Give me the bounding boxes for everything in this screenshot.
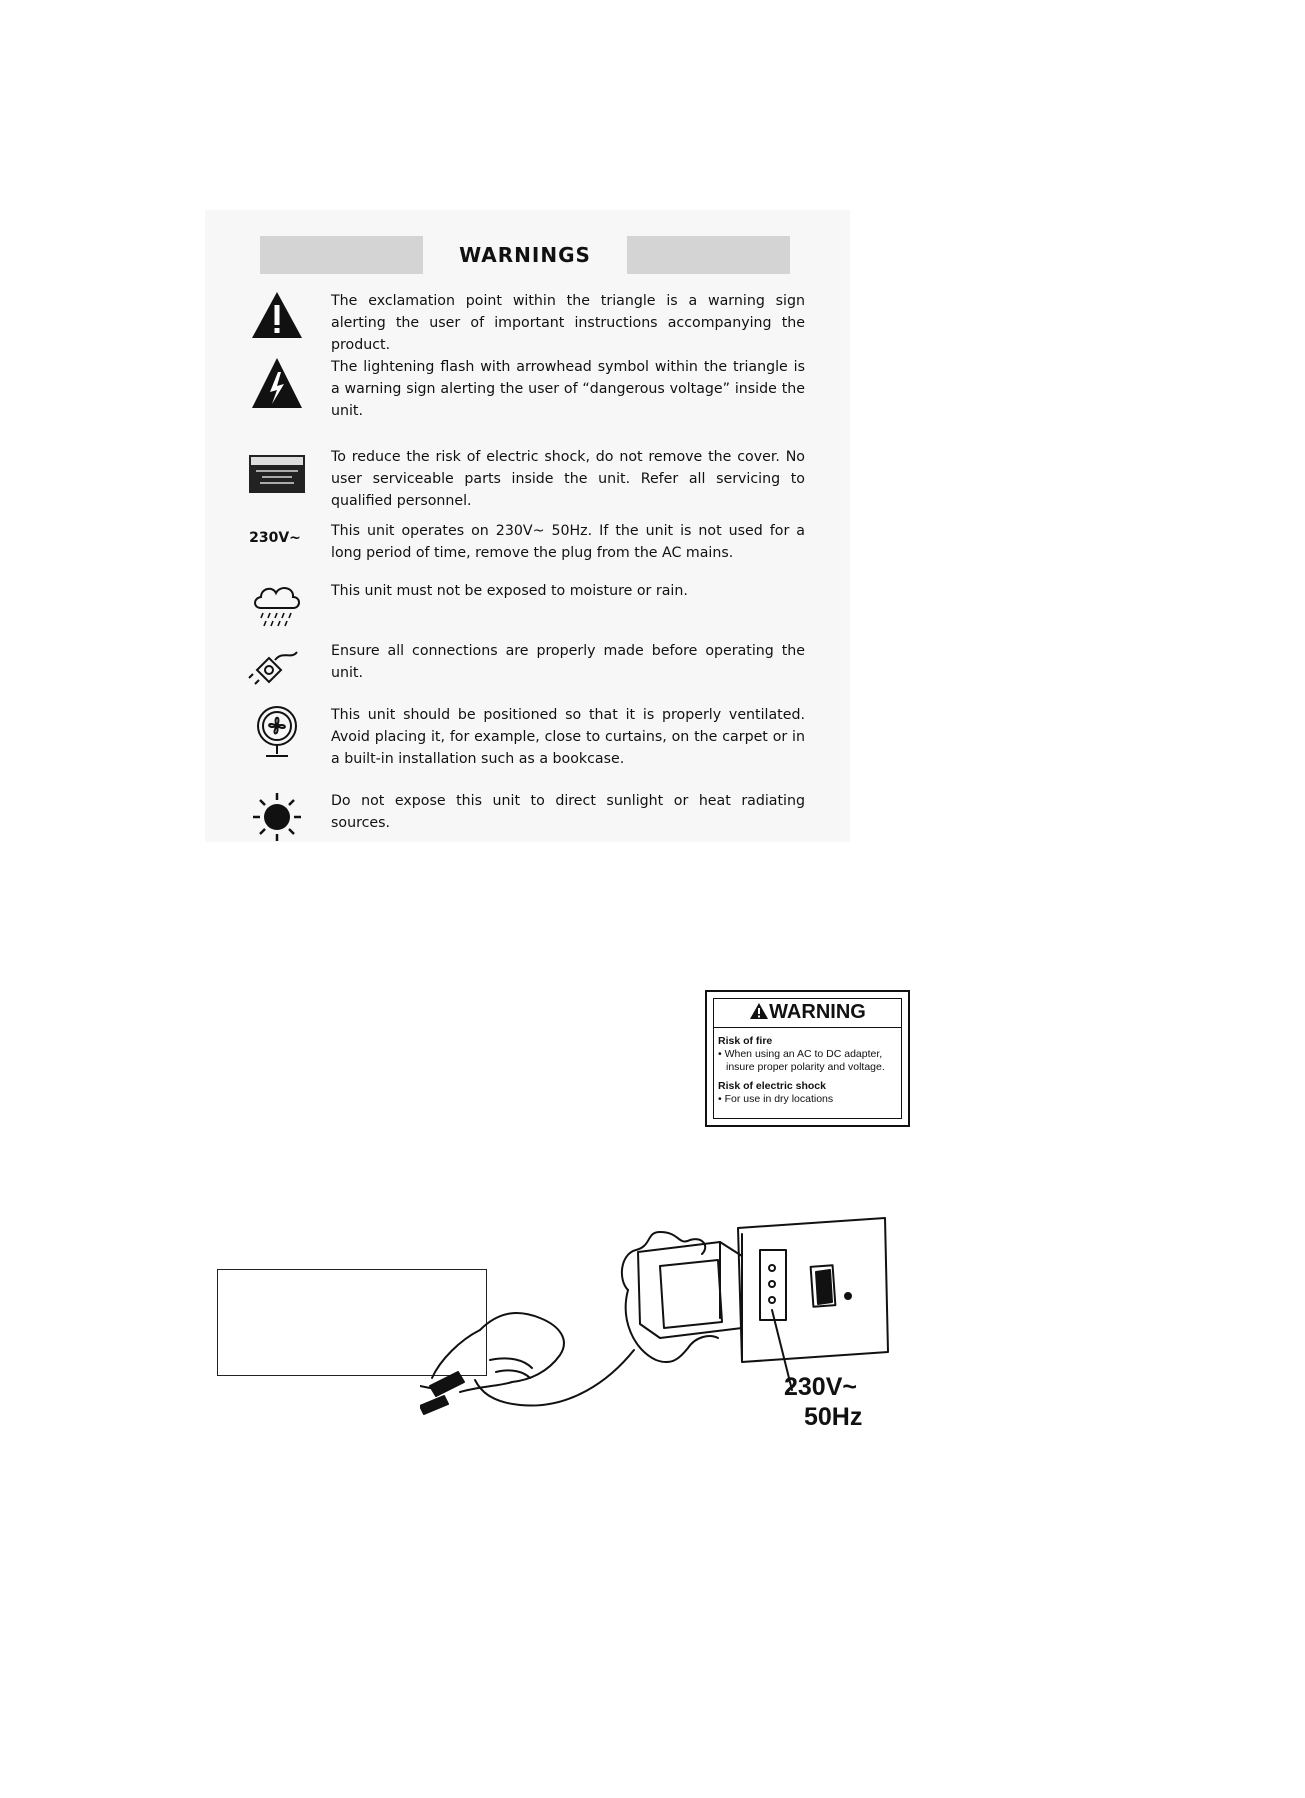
exclamation-triangle-icon <box>245 290 309 350</box>
voltage-label-text: 230V~ <box>249 530 301 546</box>
warning-text: To reduce the risk of electric shock, do not remove the cover. No user serviceable parts inside the unit. Refer all servicing to qualified personnel. <box>331 449 805 509</box>
warning-text: The lightening flash with arrowhead symbol within the triangle is a warning sign alerting the user of “dangerous voltage” inside the unit. <box>331 359 805 419</box>
frequency-value: 50Hz <box>804 1403 863 1431</box>
warning-text: This unit must not be exposed to moisture or rain. <box>331 583 688 599</box>
warning-label-inner <box>713 998 902 1119</box>
warning-text: This unit operates on 230V~ 50Hz. If the unit is not used for a long period of time, remove the plug from the AC mains. <box>331 523 805 561</box>
header-bar-right <box>627 236 790 274</box>
sun-icon <box>245 790 309 850</box>
voltage-label <box>237 520 313 580</box>
adapter-warning-label <box>705 990 910 1127</box>
warnings-title: WARNINGS <box>459 243 591 267</box>
voltage-value: 230V~ <box>784 1373 857 1401</box>
warning-label-content <box>718 1035 899 1106</box>
voltage-frequency-label <box>784 1372 894 1432</box>
warning-label-divider <box>714 1027 901 1028</box>
warning-text: The exclamation point within the triangle is a warning sign alerting the user of important instructions accompanying the product. <box>331 293 805 353</box>
header-bar-left <box>260 236 423 274</box>
lightning-triangle-icon <box>245 356 309 416</box>
warning-text: Ensure all connections are properly made before operating the unit. <box>331 643 805 681</box>
warning-triangle-icon <box>749 1002 769 1020</box>
risk-heading: Risk of fire <box>718 1035 773 1047</box>
warning-text: This unit should be positioned so that it is properly ventilated. Avoid placing it, for example, close to curtains, on the carpet or in a built-in installation such as a bookcase. <box>331 707 805 767</box>
rain-cloud-icon <box>245 580 309 640</box>
warning-text: Do not expose this unit to direct sunlight or heat radiating sources. <box>331 793 805 831</box>
risk-item: • When using an AC to DC adapter, insure proper polarity and voltage. <box>718 1048 885 1073</box>
warning-label-title-text: WARNING <box>769 1001 866 1023</box>
warnings-panel <box>205 210 850 842</box>
risk-heading: Risk of electric shock <box>718 1080 826 1092</box>
plug-icon <box>245 640 309 700</box>
fan-icon <box>245 704 309 764</box>
warning-label-title <box>714 1001 901 1024</box>
caution-label-icon <box>245 446 309 506</box>
warnings-header <box>260 236 790 274</box>
risk-item: • For use in dry locations <box>718 1093 834 1105</box>
